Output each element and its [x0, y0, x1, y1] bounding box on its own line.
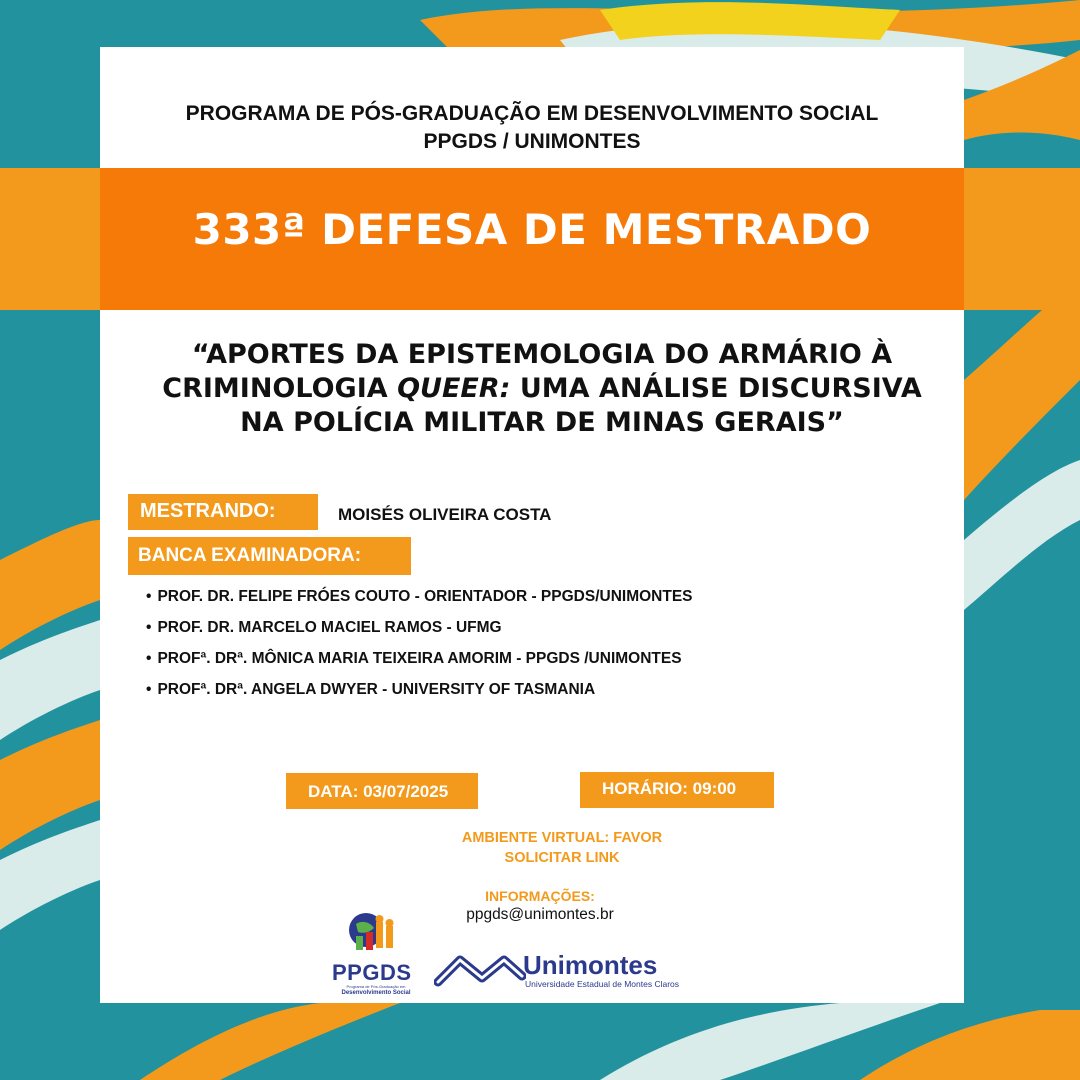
committee-list — [146, 588, 693, 712]
event-title: 333ª DEFESA DE MESTRADO — [192, 204, 872, 254]
student-name: MOISÉS OLIVEIRA COSTA — [338, 505, 552, 524]
program-header — [100, 100, 964, 156]
unimontes-logo-icon — [434, 948, 526, 992]
ppgds-logo-subtitle-2: Desenvolvimento Social — [341, 990, 411, 996]
title-band — [0, 168, 1080, 310]
ppgds-logo-text: PPGDS — [332, 960, 412, 985]
bullet-icon: • — [146, 588, 152, 605]
ppgds-logo-subtitle: Programa de Pós-Graduação em — [346, 984, 406, 989]
bullet-icon: • — [146, 650, 152, 667]
list-item: • PROFª. DRª. ANGELA DWYER - UNIVERSITY OF TASMANIA — [146, 681, 596, 698]
thesis-title — [160, 338, 924, 440]
list-item: • PROFª. DRª. MÔNICA MARIA TEIXEIRA AMORIM - PPGDS /UNIMONTES — [146, 650, 682, 667]
contact-email-link[interactable]: ppgds@unimontes.br — [466, 906, 614, 923]
bullet-icon: • — [146, 681, 152, 698]
list-item: • PROF. DR. MARCELO MACIEL RAMOS - UFMG — [146, 619, 502, 636]
program-name: PROGRAMA DE PÓS-GRADUAÇÃO EM DESENVOLVIMENTO SOCIAL — [185, 102, 879, 125]
thesis-title-part3: UMA ANÁLISE DISCURSIVA NA POLÍCIA MILITAR DE MINAS GERAIS” — [240, 373, 922, 438]
unimontes-logo-text: Unimontes — [523, 950, 658, 980]
date-badge: DATA: 03/07/2025 — [286, 773, 478, 809]
time-badge: HORÁRIO: 09:00 — [580, 772, 774, 808]
venue-line-1: AMBIENTE VIRTUAL: FAVOR — [461, 830, 663, 846]
venue-note — [400, 828, 724, 868]
thesis-title-italic: QUEER: — [397, 373, 511, 404]
program-acronym: PPGDS / UNIMONTES — [423, 130, 641, 153]
list-item: • PROF. DR. FELIPE FRÓES COUTO - ORIENTADOR - PPGDS/UNIMONTES — [146, 588, 693, 605]
unimontes-logo-subtitle: Universidade Estadual de Montes Claros — [525, 979, 680, 989]
thesis-title-part1: “APORTES DA EPISTEMOLOGIA DO ARMÁRIO À CRIMINOLOGIA — [162, 339, 893, 404]
committee-label: BANCA EXAMINADORA: — [128, 537, 411, 575]
info-label: INFORMAÇÕES: — [485, 888, 595, 904]
bullet-icon: • — [146, 619, 152, 636]
venue-line-2: SOLICITAR LINK — [504, 850, 620, 866]
student-label: MESTRANDO: — [128, 494, 318, 530]
title-band-inner — [100, 168, 964, 310]
